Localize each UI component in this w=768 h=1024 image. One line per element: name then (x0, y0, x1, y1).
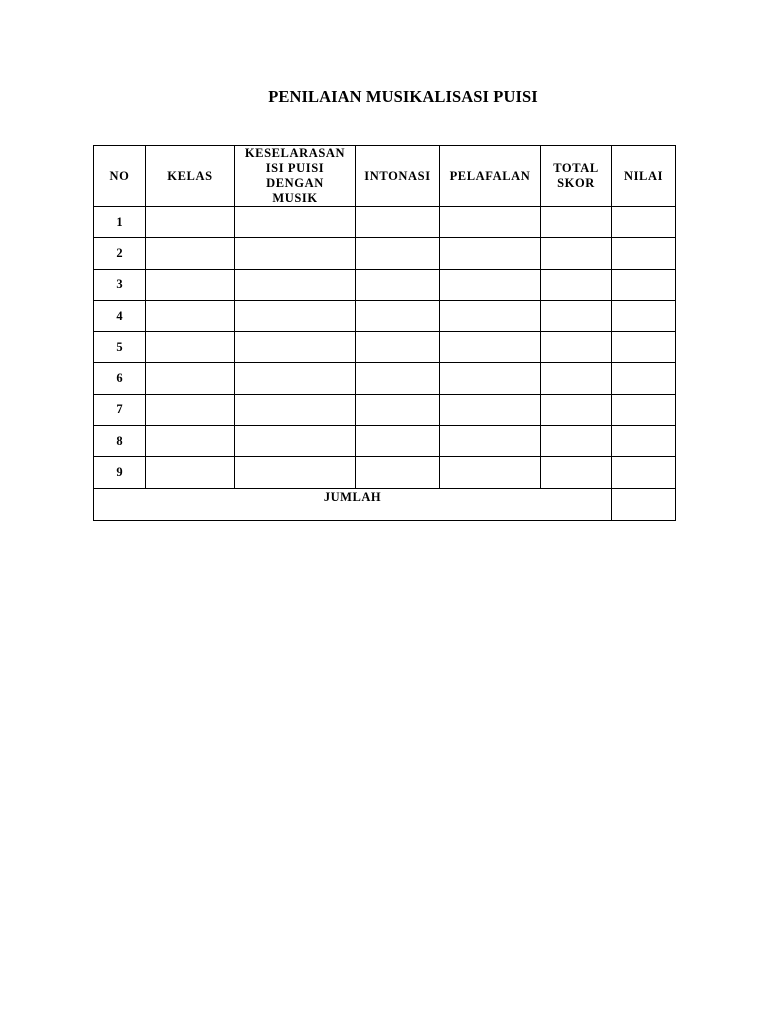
nilai-cell (612, 207, 676, 238)
row-number: 7 (94, 394, 146, 425)
nilai-cell (612, 238, 676, 269)
total-skor-cell (541, 394, 612, 425)
table-row (94, 394, 676, 425)
pelafalan-cell (440, 300, 541, 331)
intonasi-cell (356, 332, 440, 363)
nilai-cell (612, 332, 676, 363)
header-nilai: NILAI (612, 146, 676, 207)
intonasi-cell (356, 394, 440, 425)
nilai-cell (612, 394, 676, 425)
kelas-cell (146, 426, 235, 457)
header-row (94, 146, 676, 207)
intonasi-cell (356, 426, 440, 457)
keselarasan-cell (235, 394, 356, 425)
pelafalan-cell (440, 363, 541, 394)
header-pelafalan: PELAFALAN (440, 146, 541, 207)
header-kelas: KELAS (146, 146, 235, 207)
jumlah-nilai-cell (612, 488, 676, 520)
total-skor-cell (541, 300, 612, 331)
intonasi-cell (356, 457, 440, 488)
row-number: 8 (94, 426, 146, 457)
intonasi-cell (356, 300, 440, 331)
row-number: 6 (94, 363, 146, 394)
header-total-skor-label: TOTAL SKOR (553, 161, 599, 190)
table-row (94, 426, 676, 457)
header-keselarasan (235, 146, 356, 207)
kelas-cell (146, 238, 235, 269)
row-number: 1 (94, 207, 146, 238)
pelafalan-cell (440, 426, 541, 457)
row-number: 9 (94, 457, 146, 488)
keselarasan-cell (235, 332, 356, 363)
intonasi-cell (356, 269, 440, 300)
keselarasan-cell (235, 363, 356, 394)
row-number: 2 (94, 238, 146, 269)
table-row (94, 332, 676, 363)
pelafalan-cell (440, 207, 541, 238)
keselarasan-cell (235, 300, 356, 331)
pelafalan-cell (440, 269, 541, 300)
table-row (94, 238, 676, 269)
assessment-table (93, 145, 676, 521)
table-row (94, 300, 676, 331)
nilai-cell (612, 300, 676, 331)
keselarasan-cell (235, 457, 356, 488)
document-title: PENILAIAN MUSIKALISASI PUISI (268, 87, 538, 106)
table-row (94, 457, 676, 488)
nilai-cell (612, 457, 676, 488)
jumlah-label: JUMLAH (94, 488, 612, 520)
keselarasan-cell (235, 238, 356, 269)
nilai-cell (612, 363, 676, 394)
intonasi-cell (356, 363, 440, 394)
kelas-cell (146, 363, 235, 394)
kelas-cell (146, 394, 235, 425)
header-keselarasan-label: KESELARASAN ISI PUISI DENGAN MUSIK (244, 146, 346, 205)
row-number: 3 (94, 269, 146, 300)
kelas-cell (146, 332, 235, 363)
total-skor-cell (541, 238, 612, 269)
nilai-cell (612, 426, 676, 457)
table-row (94, 363, 676, 394)
jumlah-row (94, 488, 676, 520)
kelas-cell (146, 457, 235, 488)
pelafalan-cell (440, 394, 541, 425)
kelas-cell (146, 207, 235, 238)
header-intonasi: INTONASI (356, 146, 440, 207)
intonasi-cell (356, 207, 440, 238)
header-total-skor (541, 146, 612, 207)
row-number: 4 (94, 300, 146, 331)
total-skor-cell (541, 269, 612, 300)
total-skor-cell (541, 207, 612, 238)
nilai-cell (612, 269, 676, 300)
pelafalan-cell (440, 332, 541, 363)
header-no: NO (94, 146, 146, 207)
total-skor-cell (541, 363, 612, 394)
kelas-cell (146, 300, 235, 331)
pelafalan-cell (440, 238, 541, 269)
kelas-cell (146, 269, 235, 300)
total-skor-cell (541, 426, 612, 457)
total-skor-cell (541, 332, 612, 363)
total-skor-cell (541, 457, 612, 488)
pelafalan-cell (440, 457, 541, 488)
keselarasan-cell (235, 207, 356, 238)
keselarasan-cell (235, 426, 356, 457)
row-number: 5 (94, 332, 146, 363)
intonasi-cell (356, 238, 440, 269)
table-row (94, 207, 676, 238)
keselarasan-cell (235, 269, 356, 300)
table-row (94, 269, 676, 300)
